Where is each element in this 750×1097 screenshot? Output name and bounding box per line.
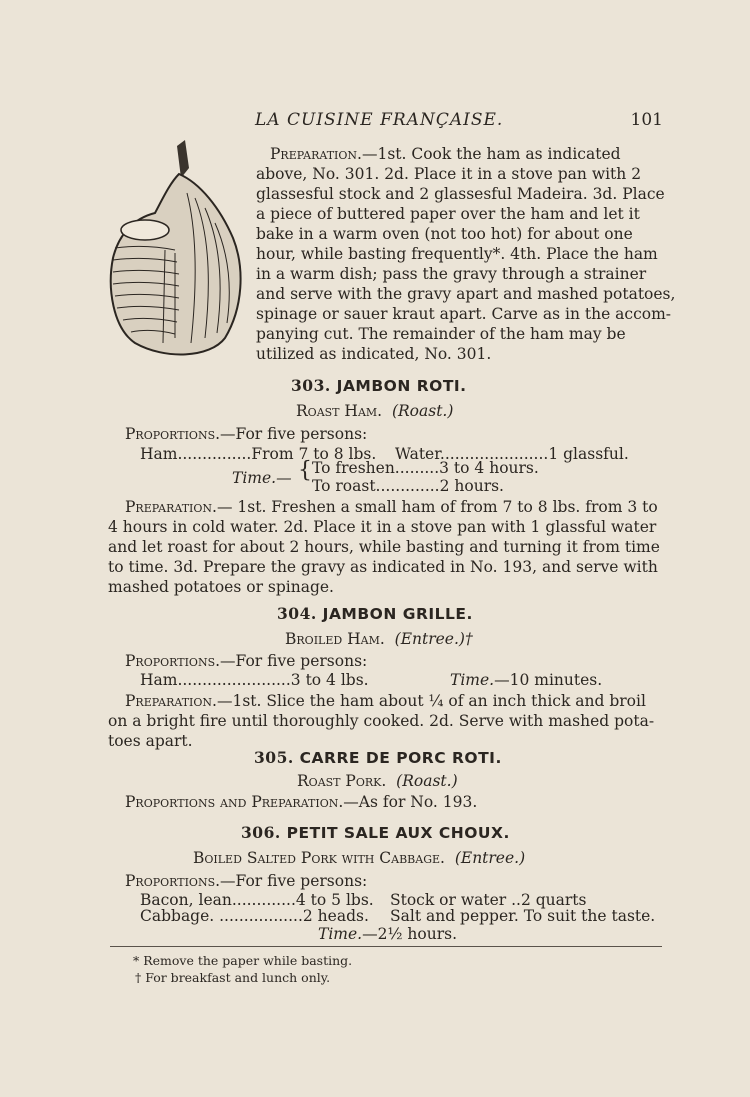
recipe-304-proportions: Proportions.—For five persons: <box>125 652 368 670</box>
recipe-303-prep-line-4: to time. 3d. Prepare the gravy as indicated in No. 193, and serve with <box>108 558 658 576</box>
ham-illustration <box>105 138 247 363</box>
prep-302-line-3: glassesful stock and 2 glassesful Madeira. 3d. Place <box>256 185 665 203</box>
prep-302-line-9: spinage or sauer kraut apart. Carve as in the accom- <box>256 305 672 323</box>
recipe-304-ham: Ham.......................3 to 4 lbs. <box>140 671 369 689</box>
recipe-306-time: Time.—2½ hours. <box>318 925 457 943</box>
prep-302-line-1: Preparation.—1st. Cook the ham as indicated <box>270 145 621 163</box>
recipe-303-time-label: Time.— <box>232 469 292 487</box>
prep-302-line-2: above, No. 301. 2d. Place it in a stove pan with 2 <box>256 165 642 183</box>
footnote-divider <box>110 946 662 947</box>
recipe-303-prep-line-2: 4 hours in cold water. 2d. Place it in a stove pan with 1 glassful water <box>108 518 657 536</box>
prep-302-line-7: in a warm dish; pass the gravy through a strainer <box>256 265 647 283</box>
recipe-306-heading: 306. PETIT SALE AUX CHOUX. <box>241 823 510 842</box>
recipe-303-heading: 303. JAMBON ROTI. <box>291 376 467 395</box>
prep-302-line-8: and serve with the gravy apart and mashed potatoes, <box>256 285 676 303</box>
recipe-306-salt: Salt and pepper. To suit the taste. <box>390 907 656 925</box>
recipe-305-heading: 305. CARRE DE PORC ROTI. <box>254 748 502 767</box>
running-head <box>255 110 663 132</box>
recipe-306-cabbage: Cabbage. .................2 heads. <box>140 907 369 925</box>
recipe-304-prep-line-3: toes apart. <box>108 732 193 750</box>
recipe-306-bacon: Bacon, lean.............4 to 5 lbs. <box>140 891 374 909</box>
prep-302-line-6: hour, while basting frequently*. 4th. Place the ham <box>256 245 658 263</box>
recipe-304-heading: 304. JAMBON GRILLE. <box>277 604 473 623</box>
recipe-303-prep-line-5: mashed potatoes or spinage. <box>108 578 334 596</box>
footnote-1: * Remove the paper while basting. <box>133 953 353 968</box>
prep-302-line-11: utilized as indicated, No. 301. <box>256 345 492 363</box>
recipe-303-prep-line-3: and let roast for about 2 hours, while basting and turning it from time <box>108 538 660 556</box>
page-number: 101 <box>630 110 663 130</box>
recipe-306-proportions: Proportions.—For five persons: <box>125 872 368 890</box>
recipe-304-time: Time.—10 minutes. <box>450 671 603 689</box>
recipe-303-prep-line-1: Preparation.— 1st. Freshen a small ham of from 7 to 8 lbs. from 3 to <box>125 498 658 516</box>
recipe-306-subtitle: Boiled Salted Pork with Cabbage. (Entree.) <box>193 849 526 867</box>
recipe-303-ham: Ham...............From 7 to 8 lbs. <box>140 445 377 463</box>
recipe-303-time-roast: To roast.............2 hours. <box>312 477 504 495</box>
recipe-306-stock: Stock or water ..2 quarts <box>390 891 587 909</box>
brace-icon: { <box>298 458 312 483</box>
prep-302-line-4: a piece of buttered paper over the ham and let it <box>256 205 640 223</box>
recipe-305-subtitle: Roast Pork. (Roast.) <box>297 772 458 790</box>
recipe-305-proportions: Proportions and Preparation.—As for No. 193. <box>125 793 478 811</box>
recipe-304-prep-line-2: on a bright fire until thoroughly cooked. 2d. Serve with mashed pota- <box>108 712 655 730</box>
recipe-303-time-freshen: To freshen.........3 to 4 hours. <box>312 459 539 477</box>
prep-302-line-10: panying cut. The remainder of the ham may be <box>256 325 626 343</box>
recipe-304-subtitle: Broiled Ham. (Entree.)† <box>285 630 473 648</box>
recipe-303-water: Water......................1 glassful. <box>395 445 629 463</box>
running-title: LA CUISINE FRANÇAISE. <box>255 110 504 130</box>
recipe-303-proportions: Proportions.—For five persons: <box>125 425 368 443</box>
recipe-303-subtitle: Roast Ham. (Roast.) <box>296 402 454 420</box>
footnote-2: † For breakfast and lunch only. <box>135 970 331 985</box>
recipe-304-prep-line-1: Preparation.—1st. Slice the ham about ¼ of an inch thick and broil <box>125 692 646 710</box>
prep-302-line-5: bake in a warm oven (not too hot) for about one <box>256 225 633 243</box>
